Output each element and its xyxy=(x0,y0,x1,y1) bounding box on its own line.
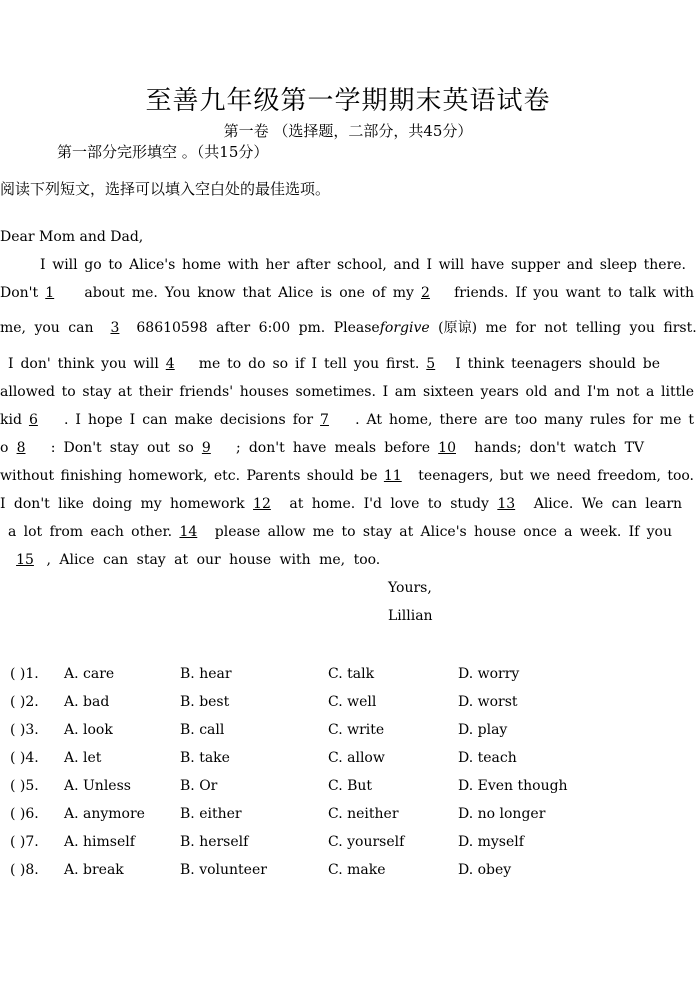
word-forgive: forgive xyxy=(379,320,430,336)
passage-line: kid 6 . I hope I can make decisions for 7 . At home, there are too many rules for me t xyxy=(0,412,694,428)
option-c[interactable]: C. yourself xyxy=(328,834,405,850)
option-b[interactable]: B. either xyxy=(180,806,242,822)
question-number: ( )4. xyxy=(10,750,39,766)
blank-2[interactable]: 2 xyxy=(421,285,430,301)
blank-6[interactable]: 6 xyxy=(28,412,38,428)
question-number: ( )5. xyxy=(10,778,39,794)
passage-line: me, you can 3 68610598 after 6:00 pm. Pleaseforgive (原谅) me for not telling you first. xyxy=(0,320,697,336)
option-a[interactable]: A. himself xyxy=(64,834,135,850)
instructions: 阅读下列短文，选择可以填入空白处的最佳选项。 xyxy=(0,180,331,198)
option-b[interactable]: B. volunteer xyxy=(180,862,267,878)
question-number: ( )1. xyxy=(10,666,39,682)
option-d[interactable]: D. worry xyxy=(458,666,520,682)
part-label: 第一部分完形填空 。（共15分） xyxy=(57,143,269,161)
option-b[interactable]: B. Or xyxy=(180,778,218,794)
passage-line: I will go to Alice's home with her after school, and I will have supper and sleep there. xyxy=(40,257,686,273)
option-c[interactable]: C. But xyxy=(328,778,373,794)
question-number: ( )7. xyxy=(10,834,39,850)
option-a[interactable]: A. Unless xyxy=(64,778,131,794)
option-b[interactable]: B. call xyxy=(180,722,225,738)
letter-signature: Lillian xyxy=(388,608,433,624)
passage-line: I don' think you will 4 me to do so if I tell you first. 5 I think teenagers should be xyxy=(8,356,661,372)
option-a[interactable]: A. let xyxy=(64,750,102,766)
option-d[interactable]: D. worst xyxy=(458,694,518,710)
blank-10[interactable]: 10 xyxy=(438,440,456,456)
option-b[interactable]: B. herself xyxy=(180,834,249,850)
passage-line: allowed to stay at their friends' houses sometimes. I am sixteen years old and I'm not a little xyxy=(0,384,694,400)
option-b[interactable]: B. take xyxy=(180,750,230,766)
blank-3[interactable]: 3 xyxy=(110,320,120,336)
option-d[interactable]: D. obey xyxy=(458,862,512,878)
blank-12[interactable]: 12 xyxy=(253,496,271,512)
blank-14[interactable]: 14 xyxy=(179,524,198,540)
option-c[interactable]: C. talk xyxy=(328,666,375,682)
blank-4[interactable]: 4 xyxy=(165,356,175,372)
option-b[interactable]: B. hear xyxy=(180,666,232,682)
passage-line: a lot from each other. 14 please allow me to stay at Alice's house once a week. If you xyxy=(8,524,672,540)
passage-line: without finishing homework, etc. Parents should be 11 teenagers, but we need freedom, too. xyxy=(0,468,695,484)
option-a[interactable]: A. break xyxy=(64,862,124,878)
option-a[interactable]: A. anymore xyxy=(64,806,145,822)
blank-15[interactable]: 15 xyxy=(16,552,34,568)
blank-1[interactable]: 1 xyxy=(45,285,55,301)
section-subtitle: 第一卷 （选择题，二部分，共45分） xyxy=(223,122,473,140)
option-c[interactable]: C. allow xyxy=(328,750,385,766)
option-a[interactable]: A. bad xyxy=(64,694,110,710)
option-c[interactable]: C. make xyxy=(328,862,386,878)
blank-9[interactable]: 9 xyxy=(201,440,211,456)
option-d[interactable]: D. no longer xyxy=(458,806,546,822)
passage-line: 15 , Alice can stay at our house with me, too. xyxy=(12,552,412,568)
option-b[interactable]: B. best xyxy=(180,694,230,710)
question-number: ( )6. xyxy=(10,806,39,822)
option-d[interactable]: D. Even though xyxy=(458,778,568,794)
option-c[interactable]: C. write xyxy=(328,722,385,738)
option-d[interactable]: D. myself xyxy=(458,834,524,850)
letter-greeting: Dear Mom and Dad, xyxy=(0,229,144,245)
question-number: ( )2. xyxy=(10,694,39,710)
option-a[interactable]: A. care xyxy=(64,666,115,682)
passage-line: I don't like doing my homework 12 at home. I'd love to study 13 Alice. We can learn xyxy=(0,496,683,512)
blank-8[interactable]: 8 xyxy=(16,440,26,456)
passage-line: o 8 : Don't stay out so 9 ; don't have meals before 10 hands; don't watch TV xyxy=(0,440,645,456)
question-number: ( )3. xyxy=(10,722,39,738)
blank-13[interactable]: 13 xyxy=(497,496,516,512)
page-title: 至善九年级第一学期期末英语试卷 xyxy=(145,86,551,116)
option-c[interactable]: C. neither xyxy=(328,806,399,822)
passage-line: Don't 1 about me. You know that Alice is one of my 2 friends. If you want to talk with xyxy=(0,285,694,301)
letter-closing: Yours, xyxy=(388,580,432,596)
option-c[interactable]: C. well xyxy=(328,694,377,710)
blank-11[interactable]: 11 xyxy=(383,468,402,484)
option-d[interactable]: D. play xyxy=(458,722,508,738)
option-a[interactable]: A. look xyxy=(64,722,113,738)
question-number: ( )8. xyxy=(10,862,39,878)
blank-5[interactable]: 5 xyxy=(426,356,436,372)
option-d[interactable]: D. teach xyxy=(458,750,517,766)
blank-7[interactable]: 7 xyxy=(320,412,329,428)
